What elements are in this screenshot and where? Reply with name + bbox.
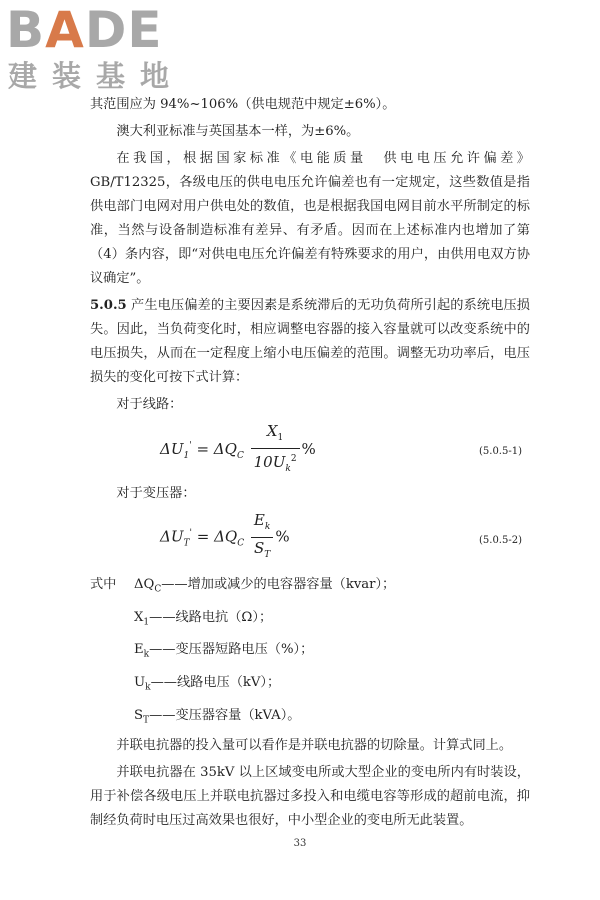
logo-letter-b: B (6, 1, 46, 59)
equation-number-2: (5.0.5-2) (479, 535, 522, 546)
formula-line (90, 420, 530, 478)
definition-row: 式中 $\Delta Q_C——$增加或减少的电容器容量（kvar）； (90, 571, 530, 604)
brand-logo (6, 1, 196, 96)
formula-transformer (90, 509, 530, 567)
definition-row: $S_T——$变压器容量（kVA）。 (134, 707, 301, 726)
section-text: 产生电压偏差的主要因素是系统滞后的无功负荷所引起的系统电压损失。因此，当负荷变化时，相应调整电容器的接入容量就可以改变系统中的电压损失，从而在一定程度上缩小电压偏差的范围。调整无功功率后，电压损失的变化可按下式计算： (90, 298, 530, 385)
equation-number-1: (5.0.5-1) (479, 446, 522, 457)
paragraph-china-standard: 在我国，根据国家标准《电能质量 供电电压允许偏差》GB/T12325，各级电压的供电电压允许偏差也有一定规定，这些数值是指供电部门电网对用户供电处的数值，也是根据我国电网目前水平所制定的标准，当然与设备制造标准有差异、有矛盾。因而在上述标准内也增加了第（4）条内容，即“对供电电压允许偏差有特殊要求的用户，由供用电双方协议确定”。 (90, 151, 530, 286)
section-number: 5.0.5 (90, 298, 127, 313)
transformer-label: 对于变压器： (116, 486, 196, 501)
formula-line-fraction: $\frac{X_1}{10U_k^2}$ (251, 422, 300, 478)
logo-letter-a: A (45, 1, 85, 59)
paragraph-reactor-usage: 并联电抗器在 35kV 以上区域变电所或大型企业的变电所内有时装设，用于补偿各级电压上并联电抗器过多投入和电缆电容等形成的超前电流，抑制经负荷时电压过高效果也很好，中小型企业的变电所无此装置。 (90, 765, 530, 829)
definition-row: $X_1——$线路电抗（Ω）； (134, 609, 273, 628)
logo-letters-de: DE (84, 1, 163, 59)
formula-transformer-fraction: $\frac{E_k}{S_T}$ (251, 511, 273, 564)
definition-row: $U_k——$线路电压（kV）； (134, 674, 281, 693)
formula-line-expression: $\Delta U_1' = \Delta Q_C$ $\frac{X_1}{10U_k^2}$ % (160, 422, 316, 478)
line-label: 对于线路： (116, 397, 183, 412)
logo-subtitle: 建装基地 (8, 59, 185, 93)
definition-row: $E_k——$变压器短路电压（%）； (134, 642, 314, 660)
definition-lead: 式中 (90, 577, 117, 592)
paragraph-australia: 澳大利亚标准与英国基本一样，为±6%。 (116, 124, 360, 139)
paragraph-reactor-quantity: 并联电抗器的投入量可以看作是并联电抗器的切除量。计算式同上。 (116, 738, 513, 754)
symbol-definitions (90, 571, 530, 734)
paragraph-range: 其范围应为 94%~106%（供电规范中规定±6%）。 (90, 97, 396, 112)
page-number: 33 (293, 838, 307, 849)
paragraph-section-5-0-5 (90, 294, 530, 390)
logo-wordmark (6, 1, 163, 59)
document-body (90, 93, 530, 836)
formula-transformer-expression: $\Delta U_T' = \Delta Q_C$ $\frac{E_k}{S_T}$ % (160, 511, 290, 564)
